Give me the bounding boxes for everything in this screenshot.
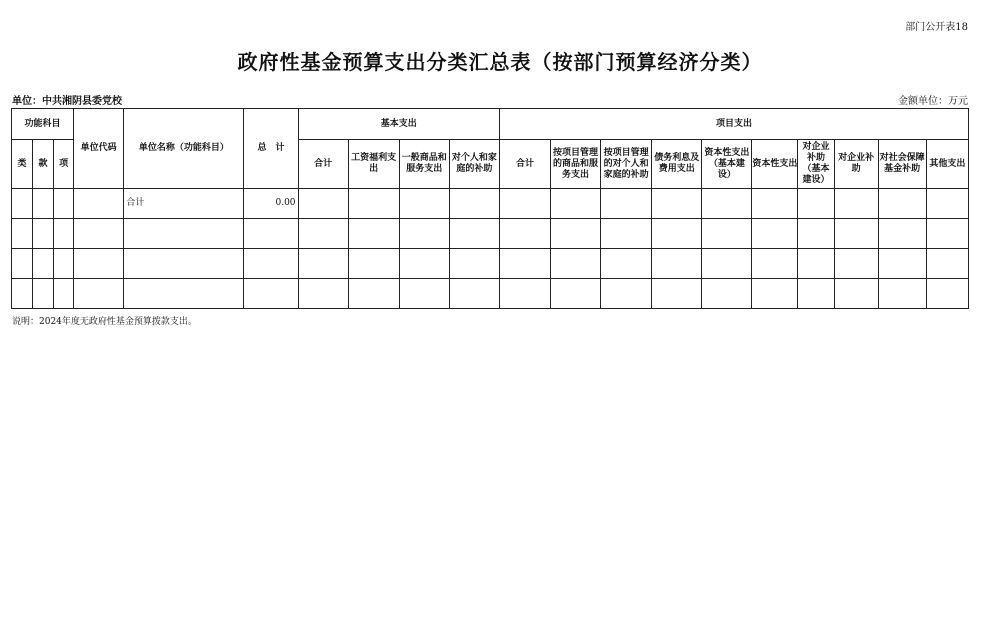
amount-unit: 金额单位：万元: [898, 96, 968, 107]
header-basic-col: 合计: [298, 140, 348, 189]
unit-label: 单位：中共湘阴县委党校: [12, 96, 122, 107]
header-total: 总 计: [244, 109, 298, 189]
row-total: 0.00: [244, 189, 298, 219]
header-basic-col: 一般商品和服务支出: [399, 140, 449, 189]
header-func-subject: 功能科目: [12, 109, 74, 140]
page-title: 政府性基金预算支出分类汇总表（按部门预算经济分类）: [237, 50, 763, 74]
form-number: 部门公开表18: [905, 22, 968, 33]
table-row: [12, 219, 969, 249]
header-project: 项目支出: [499, 109, 968, 140]
footnote: 说明：2024年度无政府性基金预算拨款支出。: [12, 317, 197, 327]
table-row: [12, 249, 969, 279]
header-xiang: 项: [54, 140, 74, 189]
header-project-col: 资本性支出（基本建设）: [702, 140, 752, 189]
row-name: 合计: [124, 189, 244, 219]
header-row-1: [12, 109, 969, 140]
header-kuan: 款: [33, 140, 54, 189]
header-project-col: 债务利息及费用支出: [652, 140, 702, 189]
header-project-col: 对社会保障基金补助: [878, 140, 926, 189]
header-unit-name: 单位名称（功能科目）: [124, 109, 244, 189]
budget-table: [11, 108, 969, 309]
header-project-col: 合计: [499, 140, 550, 189]
header-basic-col: 对个人和家庭的补助: [449, 140, 499, 189]
header-project-col: 按项目管理的对个人和家庭的补助: [601, 140, 652, 189]
table-row: [12, 279, 969, 309]
header-unit-code: 单位代码: [74, 109, 124, 189]
header-project-col: 其他支出: [926, 140, 968, 189]
header-basic: 基本支出: [298, 109, 499, 140]
header-project-col: 按项目管理的商品和服务支出: [551, 140, 601, 189]
table-row: [12, 189, 969, 219]
header-lei: 类: [12, 140, 33, 189]
header-project-col: 对企业补助（基本建设）: [798, 140, 834, 189]
header-project-col: 对企业补助: [834, 140, 878, 189]
header-basic-col: 工资福利支出: [348, 140, 399, 189]
header-project-col: 资本性支出: [752, 140, 798, 189]
